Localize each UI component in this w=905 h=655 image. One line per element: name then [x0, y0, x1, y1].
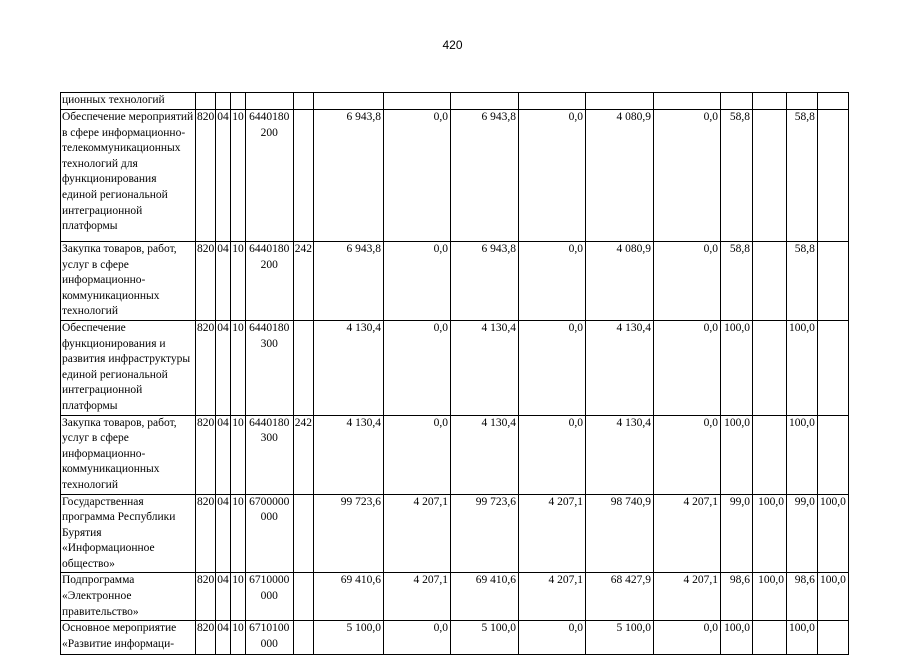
value-cell: 68 427,9	[586, 573, 654, 621]
value-cell	[817, 415, 848, 494]
value-cell: 4 130,4	[451, 320, 519, 415]
value-cell: 4 207,1	[384, 494, 451, 573]
row-name	[61, 494, 196, 573]
subsection-code	[231, 320, 246, 415]
expense-type-code-text: 242	[294, 416, 312, 429]
value-cell: 4 130,4	[586, 415, 654, 494]
table-row	[61, 110, 849, 242]
value-cell	[817, 110, 848, 242]
value-cell: 4 207,1	[384, 573, 451, 621]
table-body	[61, 93, 849, 655]
target-article-code-main: 6440180	[249, 243, 290, 255]
section-code	[216, 93, 231, 110]
value-cell: 4 207,1	[654, 573, 721, 621]
table-row	[61, 573, 849, 621]
value-cell: 100,0	[817, 494, 848, 573]
row-name-text: Обеспечение мероприятий в сфере информационно-телекоммуникационных технологий для функционирования единой региональной интеграционной платформы	[62, 111, 194, 233]
expense-type-code	[293, 494, 313, 573]
value-cell: 0,0	[654, 242, 721, 321]
value-cell: 100,0	[753, 573, 787, 621]
value-cell: 0,0	[384, 242, 451, 321]
target-article-code-suffix: 000	[260, 638, 278, 651]
subsection-code	[231, 494, 246, 573]
value-cell: 99 723,6	[451, 494, 519, 573]
target-article-code-main: 6440180	[249, 321, 290, 334]
value-cell	[817, 93, 848, 110]
subsection-code	[231, 110, 246, 242]
section-code: 04	[216, 110, 231, 242]
value-cell	[384, 93, 451, 110]
value-cell: 0,0	[519, 320, 586, 415]
value-cell: 5 100,0	[314, 621, 384, 655]
value-cell	[451, 93, 519, 110]
subsection-code	[231, 573, 246, 621]
value-cell: 4 207,1	[654, 494, 721, 573]
table-row	[61, 415, 849, 494]
value-cell: 0,0	[519, 415, 586, 494]
row-name	[61, 320, 196, 415]
value-cell	[753, 621, 787, 655]
target-article-code-suffix: 000	[260, 590, 278, 603]
target-article-code-main: 6710000	[249, 574, 290, 587]
budget-table	[60, 92, 849, 655]
section-code: 04	[216, 494, 231, 573]
value-cell: 58,8	[721, 110, 753, 242]
expense-type-code	[293, 110, 313, 242]
expense-type-code	[293, 573, 313, 621]
row-name	[61, 110, 196, 242]
subsection-code-text: 10	[232, 321, 244, 334]
value-cell: 100,0	[787, 320, 818, 415]
value-cell: 4 130,4	[314, 415, 384, 494]
value-cell	[586, 93, 654, 110]
value-cell: 0,0	[519, 110, 586, 242]
value-cell	[654, 93, 721, 110]
subsection-code-text: 10	[232, 495, 244, 508]
row-name	[61, 415, 196, 494]
value-cell	[753, 242, 787, 321]
row-name-text: Обеспечение функционирования и развития инфраструктуры единой региональной интеграционной платформы	[62, 321, 191, 412]
ministry-code: 820	[196, 494, 216, 573]
value-cell: 99,0	[787, 494, 818, 573]
target-article-code-suffix: 200	[260, 126, 278, 139]
table-row	[61, 320, 849, 415]
value-cell	[817, 621, 848, 655]
value-cell: 98,6	[787, 573, 818, 621]
value-cell	[817, 320, 848, 415]
row-name	[61, 621, 196, 655]
target-article-code-main: 6710100	[249, 622, 290, 635]
ministry-code: 820	[196, 621, 216, 655]
target-article-code-suffix: 200	[260, 258, 278, 271]
subsection-code	[231, 415, 246, 494]
expense-type-code	[293, 242, 313, 321]
subsection-code-text: 10	[232, 111, 244, 123]
target-article-code-suffix: 300	[260, 432, 278, 445]
value-cell: 4 207,1	[519, 573, 586, 621]
value-cell: 100,0	[817, 573, 848, 621]
table-row	[61, 494, 849, 573]
value-cell: 4 080,9	[586, 242, 654, 321]
subsection-code	[231, 93, 246, 110]
value-cell	[519, 93, 586, 110]
value-cell: 4 207,1	[519, 494, 586, 573]
target-article-code	[245, 621, 293, 655]
section-code: 04	[216, 573, 231, 621]
value-cell	[817, 242, 848, 321]
value-cell: 100,0	[721, 320, 753, 415]
value-cell: 100,0	[787, 415, 818, 494]
value-cell: 4 130,4	[451, 415, 519, 494]
value-cell: 6 943,8	[451, 110, 519, 242]
page-number: 420	[442, 38, 463, 52]
target-article-code	[245, 415, 293, 494]
expense-type-code	[293, 320, 313, 415]
row-name-text: Государственная программа Республики Бурятия «Информационное общество»	[62, 495, 176, 570]
value-cell: 6 943,8	[314, 242, 384, 321]
expense-type-code-text: 242	[294, 243, 312, 255]
target-article-code	[245, 320, 293, 415]
subsection-code	[231, 242, 246, 321]
row-name-text: ционных технологий	[62, 94, 165, 106]
value-cell: 5 100,0	[451, 621, 519, 655]
value-cell: 58,8	[721, 242, 753, 321]
value-cell: 0,0	[519, 621, 586, 655]
value-cell: 58,8	[787, 110, 818, 242]
value-cell	[753, 110, 787, 242]
value-cell: 98,6	[721, 573, 753, 621]
value-cell: 5 100,0	[586, 621, 654, 655]
section-code: 04	[216, 621, 231, 655]
value-cell	[721, 93, 753, 110]
target-article-code-suffix: 000	[260, 511, 278, 524]
row-name-text: Закупка товаров, работ, услуг в сфере информационно-коммуникационных технологий	[62, 416, 177, 491]
target-article-code	[245, 93, 293, 110]
value-cell: 0,0	[384, 110, 451, 242]
target-article-code	[245, 242, 293, 321]
ministry-code: 820	[196, 415, 216, 494]
value-cell: 69 410,6	[314, 573, 384, 621]
subsection-code	[231, 621, 246, 655]
target-article-code-main: 6700000	[249, 495, 290, 508]
value-cell	[787, 93, 818, 110]
value-cell: 4 130,4	[314, 320, 384, 415]
ministry-code: 820	[196, 242, 216, 321]
value-cell: 100,0	[753, 494, 787, 573]
row-name-text: Основное мероприятие «Развитие информаци-	[62, 622, 177, 651]
target-article-code-main: 6440180	[249, 416, 290, 429]
value-cell: 6 943,8	[451, 242, 519, 321]
section-code: 04	[216, 242, 231, 321]
table-row	[61, 242, 849, 321]
ministry-code: 820	[196, 110, 216, 242]
subsection-code-text: 10	[232, 416, 244, 429]
value-cell	[753, 320, 787, 415]
value-cell: 99 723,6	[314, 494, 384, 573]
row-name	[61, 573, 196, 621]
value-cell: 69 410,6	[451, 573, 519, 621]
target-article-code-suffix: 300	[260, 337, 278, 350]
value-cell: 100,0	[787, 621, 818, 655]
value-cell: 4 080,9	[586, 110, 654, 242]
value-cell: 0,0	[519, 242, 586, 321]
value-cell: 0,0	[654, 320, 721, 415]
expense-type-code	[293, 415, 313, 494]
target-article-code	[245, 573, 293, 621]
value-cell: 0,0	[384, 320, 451, 415]
value-cell: 0,0	[654, 110, 721, 242]
value-cell	[314, 93, 384, 110]
section-code: 04	[216, 320, 231, 415]
value-cell: 4 130,4	[586, 320, 654, 415]
value-cell	[753, 415, 787, 494]
row-name	[61, 242, 196, 321]
row-name	[61, 93, 196, 110]
ministry-code: 820	[196, 573, 216, 621]
target-article-code	[245, 494, 293, 573]
value-cell: 99,0	[721, 494, 753, 573]
ministry-code	[196, 93, 216, 110]
row-name-text: Подпрограмма «Электронное правительство»	[62, 574, 139, 618]
target-article-code	[245, 110, 293, 242]
value-cell: 0,0	[654, 415, 721, 494]
subsection-code-text: 10	[232, 622, 244, 635]
ministry-code: 820	[196, 320, 216, 415]
expense-type-code	[293, 621, 313, 655]
target-article-code-main: 6440180	[249, 111, 290, 123]
expense-type-code	[293, 93, 313, 110]
value-cell: 6 943,8	[314, 110, 384, 242]
table-row	[61, 93, 849, 110]
value-cell: 58,8	[787, 242, 818, 321]
value-cell: 0,0	[384, 415, 451, 494]
row-name-text: Закупка товаров, работ, услуг в сфере информационно-коммуникационных технологий	[62, 243, 177, 318]
value-cell: 98 740,9	[586, 494, 654, 573]
value-cell: 100,0	[721, 621, 753, 655]
section-code: 04	[216, 415, 231, 494]
subsection-code-text: 10	[232, 574, 244, 587]
value-cell: 0,0	[654, 621, 721, 655]
value-cell	[753, 93, 787, 110]
subsection-code-text: 10	[232, 243, 244, 255]
value-cell: 0,0	[384, 621, 451, 655]
value-cell: 100,0	[721, 415, 753, 494]
table-row	[61, 621, 849, 655]
